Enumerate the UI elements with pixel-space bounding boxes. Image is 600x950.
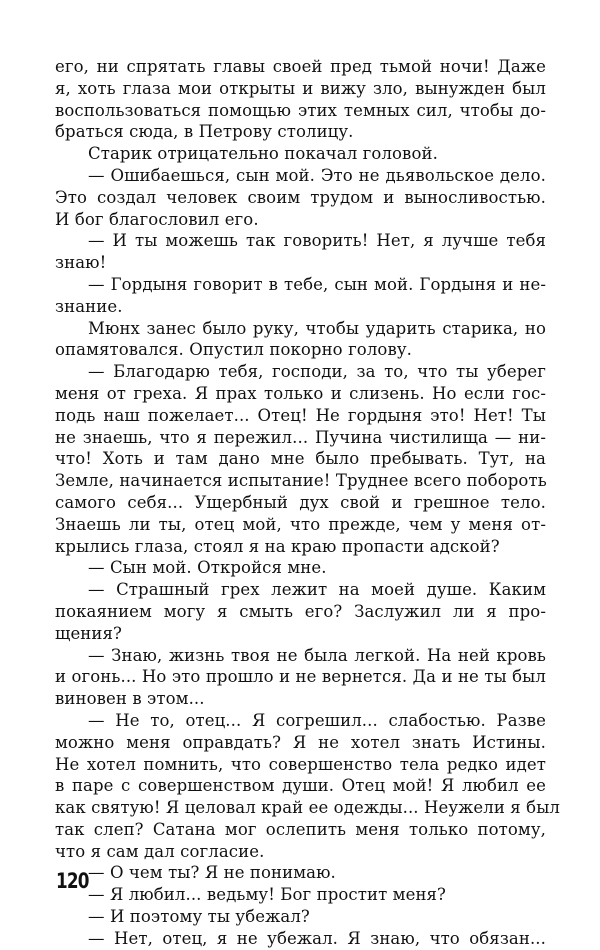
text-line: — Сын мой. Откройся мне. bbox=[88, 558, 327, 578]
text-line: не знаешь, что я пережил... Пучина чистилища — ни- bbox=[55, 427, 546, 447]
text-line: виновен в этом... bbox=[55, 689, 205, 709]
text-line: — О чем ты? Я не понимаю. bbox=[88, 863, 336, 883]
text-line: меня от греха. Я прах только и слизень. Но если гос- bbox=[55, 383, 546, 403]
text-line: щения? bbox=[55, 623, 122, 643]
text-line: и огонь... Но это прошло и не вернется. Да и не ты был bbox=[55, 667, 546, 687]
text-line: — Я любил... ведьму! Бог простит меня? bbox=[88, 885, 447, 905]
text-line: покаянием могу я смыть его? Заслужил ли я про- bbox=[55, 601, 546, 621]
page-number: 120 bbox=[56, 869, 89, 893]
text-line: — Гордыня говорит в тебе, сын мой. Гордыня и не- bbox=[88, 274, 546, 294]
text-line: — Нет, отец, я не убежал. Я знаю, что обязан... bbox=[88, 928, 546, 948]
text-line: И бог благословил его. bbox=[55, 209, 259, 229]
text-line: в паре с совершенством души. Отец мой! Я любил ее bbox=[55, 776, 546, 796]
text-line: — Не то, отец... Я согрешил... слабостью. Разве bbox=[88, 710, 546, 730]
text-line: знаю! bbox=[55, 253, 107, 273]
text-line: Земле, начинается испытание! Труднее всего побороть bbox=[55, 471, 547, 491]
text-line: опамятовался. Опустил покорно голову. bbox=[55, 340, 412, 360]
text-line: браться сюда, в Петрову столицу. bbox=[55, 122, 354, 142]
text-line: Не хотел помнить, что совершенство тела редко идет bbox=[55, 754, 546, 774]
text-line: воспользоваться помощью этих темных сил, чтобы до- bbox=[55, 100, 546, 120]
text-line: — Благодарю тебя, господи, за то, что ты уберег bbox=[88, 362, 546, 382]
text-line: самого себя... Ущербный дух свой и грешное тело. bbox=[55, 492, 546, 512]
text-line: — И ты можешь так говорить! Нет, я лучше тебя bbox=[88, 231, 546, 251]
text-line: как святую! Я целовал край ее одежды... Неужели я был bbox=[55, 798, 561, 818]
text-line: его, ни спрятать главы своей пред тьмой ночи! Даже bbox=[55, 57, 546, 76]
page-body bbox=[55, 56, 561, 950]
text-line: знание. bbox=[55, 296, 123, 316]
text-line: Мюнх занес было руку, чтобы ударить старика, но bbox=[88, 318, 546, 338]
text-line: — Знаю, жизнь твоя не была легкой. На ней кровь bbox=[88, 645, 546, 665]
text-line: я, хоть глаза мои открыты и вижу зло, вынужден был bbox=[55, 78, 546, 98]
text-line: так слеп? Сатана мог ослепить меня только потому, bbox=[55, 819, 546, 839]
text-line: что! Хоть и там дано мне было пребывать. Тут, на bbox=[55, 449, 546, 469]
text-line: можно меня оправдать? Я не хотел знать Истины. bbox=[55, 732, 546, 752]
text-line: Старик отрицательно покачал головой. bbox=[88, 144, 438, 164]
text-line: крылись глаза, стоял я на краю пропасти адской? bbox=[55, 536, 500, 556]
text-line: Знаешь ли ты, отец мой, что прежде, чем у меня от- bbox=[55, 514, 546, 534]
text-line: — Ошибаешься, сын мой. Это не дьявольское дело. bbox=[88, 165, 546, 185]
text-line: что я сам дал согласие. bbox=[55, 841, 265, 861]
text-line: — И поэтому ты убежал? bbox=[88, 907, 310, 927]
text-line: подь наш пожелает... Отец! Не гордыня это! Нет! Ты bbox=[55, 405, 546, 425]
text-line: — Страшный грех лежит на моей душе. Каким bbox=[88, 580, 546, 600]
text-line: Это создал человек своим трудом и выносливостью. bbox=[55, 187, 546, 207]
